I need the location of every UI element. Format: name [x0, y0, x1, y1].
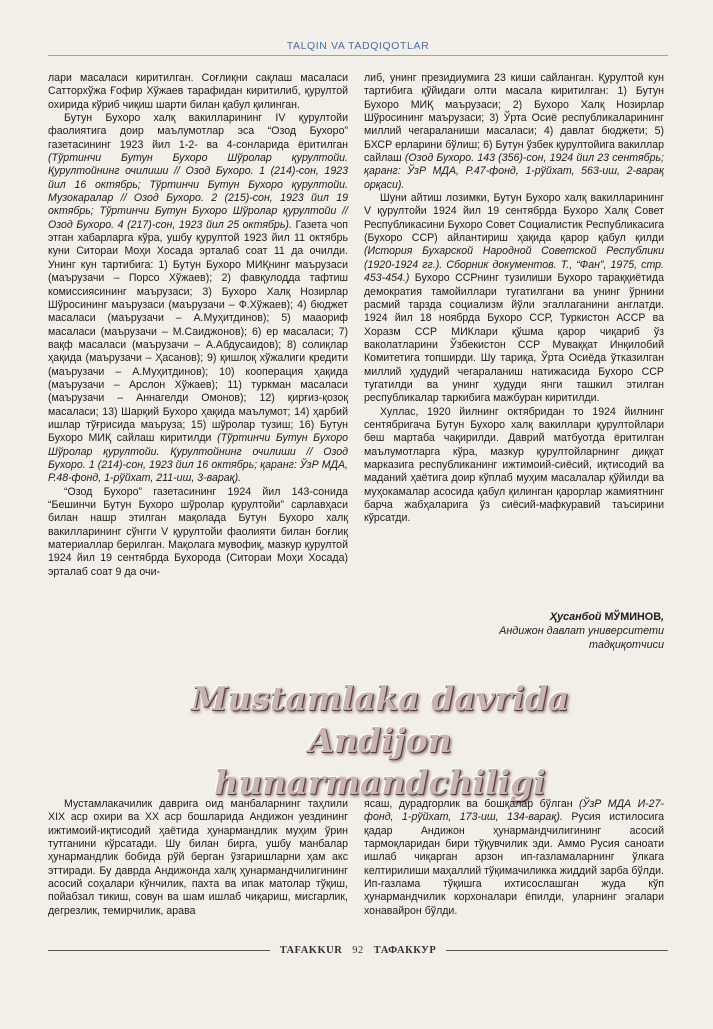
paragraph: Хуллас, 1920 йилнинг октябридан то 1924 йилнинг сентябригача Бутун Бухоро халқ вакиллари қурултойлари беш мартаба чақирилди. Даврий матбуотда ёритилган маълумотларга кўра, мазкур қурултойларнинг диққат марказига республиканинг ижтимоий-сиёсий, иқтисодий ва маданий ҳаётига доир кўплаб муҳим масалалар қўйилди ва муҳокамалар асосида қабул қилинган қарорлар жамиятнинг барча жабҳаларига ўз сиёсий-мафкуравий таъсирини кўрсатди. — [364, 405, 664, 525]
footer-rule — [446, 950, 668, 951]
bottom-left-column — [48, 798, 348, 918]
author-block — [358, 610, 664, 652]
text-run: Шуни айтиш лозимки, Бутун Бухоро халқ вакилларининг V қурултойи 1924 йил 19 сентябрда Бухоро Халқ Совет Республикасини Бухоро Совет Социалистик Республикасига (Бухоро ССР) айлантириш ҳақида қарор қабул қилди — [364, 192, 664, 245]
bottom-right-column — [364, 798, 664, 918]
author-affiliation: Андижон давлат университети — [499, 625, 664, 637]
text-run: Газета чоп этган хабарларга кўра, ушбу қурултой 1923 йил 11 октябрь куни Ситораи Моҳи Хосада эрталаб соат 11 да очилди. Унинг кун тартибига: 1) Бутун Бухоро МИҚнинг маърузаси (маърузачи – Порсо Хўжаев); 2) фавқулодда тафтиш комиссиясининг маърузаси; 3) Бухоро Халқ Нозирлар Шўросининг маърузаси (маърузачи – Ф.Хўжаев); 4) бюджет масаласи (маърузачи – А.Муҳитдинов); 5) мааориф масаласи (маърузачи – М.Саиджонов); 6) ер масаласи; 7) вақф масаласи (маърузачи – А.Абдусаидов); 8) солиқлар ҳақида (маърузачи – Ҳасанов); 9) қишлоқ хўжалиги кредити (маърузачи – А.Муҳитдинов); 10) кооперация ҳақида (маърузачи – Арслон Хўжаев); 11) туркман масаласи (маърузачи – Аннагелди Омонов); 12) қирғиз-қозоқ масаласи; 13) Шарқий Бухоро ҳақида маълумот; 14) ҳарбий ишлар тўғрисида маъруза; 15) шўролар тузиш; 16) Бутун Бухоро МИҚ сайлаш киритилди — [48, 218, 348, 445]
citation: (Тўртинчи Бутун Бухоро Шўролар қурултойи. Қурултойнинг очилиши // Озод Бухоро. 1 (214)-сон, 1923 йил 16 октябрь; қаранг: ЎзР МДА, Р.48-фонд, 1-рўйхат, 211-иш, 3-варақ). — [48, 432, 348, 485]
text-run: ясаш, дурадгорлик ва бошқалар бўлган — [364, 798, 580, 810]
author-name — [358, 610, 664, 624]
citation: (История Бухарской Народной Советской Республики (1920-1924 гг.). Сборник документов. Т., “Фан”, 1975, стр. 453-454.) — [364, 245, 664, 285]
paragraph — [364, 192, 664, 406]
paragraph — [364, 72, 664, 192]
paragraph — [364, 798, 664, 918]
article-title-line: Andijon hunarmandchiligi — [214, 721, 546, 802]
author-surname: МЎМИНОВ — [604, 611, 661, 623]
running-head: TALQIN VA TADQIQOTLAR — [286, 40, 430, 52]
text-run: Бухоро ССРнинг тузилиши Бухоро тараққиётида демократия тамойиллари тугатилгани ва унинг ўрнини расмий тарзда социализм йўли эгаллаганини англатди. 1924 йил 18 ноябрда Бухоро ССР, Туркистон АССР ва Хоразм ССР МИКлари қўшма қарор чиқариб ўз ваколатларини Ўзбекистон ССР Муваққат Инқилобий Комитетига топширди. Шу тариқа, Ўрта Осиёда ўтказилган миллий ҳудудий чегараланиш натижасида Бухоро ССР тугатилди ва унинг ҳудуди янги ташкил этилган республикалар таркибига мажбуран киритилди. — [364, 272, 664, 405]
paragraph: Мустамлакачилик даврига оид манбаларнинг таҳлили XIX аср охири ва XX аср бошларида Андижон уездининг ижтимоий-иқтисодий ҳаётида ҳунармандлик муҳим ўрин тутганини кўрсатади. Шу билан бирга, ушбу манбалар ҳунармандлик бобида рўй берган ўзгаришларни ҳам акс эттиради. Бу даврда Андижонда халқ ҳунармандчилигининг асосий соҳалари кўнчилик, пахта ва ипак матолар тўқиш, пойабзал тикиш, совун ва шам ишлаб чиқариш, мисгарлик, дегрезлик, темирчилик, арава — [48, 798, 348, 917]
page-number: 92 — [352, 945, 364, 956]
left-column — [48, 72, 348, 579]
paragraph: лари масаласи киритилган. Соғлиқни сақлаш масаласи Сатторхўжа Ғофир Хўжаев тарафидан киритилиб, қурултой охирида кўриб чиқиш шарти билан қабул қилинган. — [48, 72, 348, 111]
header-rule — [48, 55, 668, 56]
footer-rule — [48, 950, 270, 951]
author-comma: , — [661, 611, 664, 623]
journal-name-cyrillic: ТАФАККУР — [373, 945, 437, 956]
author-affiliation: тадқиқотчиси — [588, 639, 664, 651]
right-column — [364, 72, 664, 526]
author-given-name: Ҳусанбой — [549, 611, 605, 623]
article-title — [140, 678, 620, 804]
text-run: либ, унинг президиумига 23 киши сайланган. Қурултой кун тартибига қўйидаги олти масала киритилган: 1) Бутун Бухоро МИҚ маърузаси; 2) Бухоро Халқ Нозирлар Шўросининг маърузаси; 3) Ўрта Осиё республикаларининг миллий чегараланиши масаласи; 4) давлат бюджети; 5) БХСР ерларини бўлиш; 6) Бутун ўзбек қурултойига вакиллар сайлаш — [364, 72, 664, 165]
citation: (ЎзР МДА И-27-фонд, 1-рўйхат, 173-иш, 134-варақ). — [364, 798, 664, 824]
page-footer — [48, 945, 668, 956]
citation: (Тўртинчи Бутун Бухоро Шўролар қурултойи. Қурултойнинг очилиши // Озод Бухоро. 1 (214)-сон, 1923 йил 16 октябрь; Тўртинчи Бутун Бухоро қурултойи. Музокаралар // Озод Бухоро. 2 (215)-сон, 1923 йил 19 октябрь; Тўртинчи Бутун Бухоро Шўролар қурултойи // Озод Бухоро. 4 (217)-сон, 1923 йил 25 октябрь). — [48, 152, 348, 231]
text-run: Русия истилосига қадар Андижон ҳунармандчилигининг асосий тармоқларидан бири тўқувчилик эди. Аммо Русия саноати ишлаб чиқарган арзон ип-газламаларнинг ўлкага келтирилиши маҳаллий тўқимачиликка жиддий зарба бўлди. Ип-газлама тўқишга ихтисослашган жуда кўп ҳунармандчилик корхоналари ёпилди, уларнинг эгалари хонавайрон бўлди. — [364, 811, 664, 917]
paragraph — [48, 112, 348, 486]
text-run: Бутун Бухоро халқ вакилларининг IV қурултойи фаолиятига доир маълумотлар эса “Озод Бухоро” газетасининг 1923 йил 1-2- ва 4-сонларида ёритилган — [48, 112, 348, 151]
citation: (Озод Бухоро. 143 (356)-сон, 1924 йил 23 сентябрь; қаранг: ЎзР МДА, Р.47-фонд, 1-рўйхат, 563-иш, 2-варақ орқаси). — [364, 152, 665, 191]
article-title-line: Mustamlaka davrida — [190, 679, 570, 718]
journal-name-latin: TAFAKKUR — [279, 945, 343, 956]
paragraph: “Озод Бухоро” газетасининг 1924 йил 143-сонида “Бешинчи Бутун Бухоро шўролар қурултойи” сарлавҳаси билан нашр этилган мақолада Бутун Бухоро халқ вакилларининг сўнгги V қурултойи фаолияти билан боғлиқ материаллар берилган. Мақолага мувофиқ, мазкур қурултой 1924 йил 19 сентябрда Бухорода (Ситораи Моҳи Хосада) эрталаб соат 9 да очи- — [48, 485, 348, 578]
